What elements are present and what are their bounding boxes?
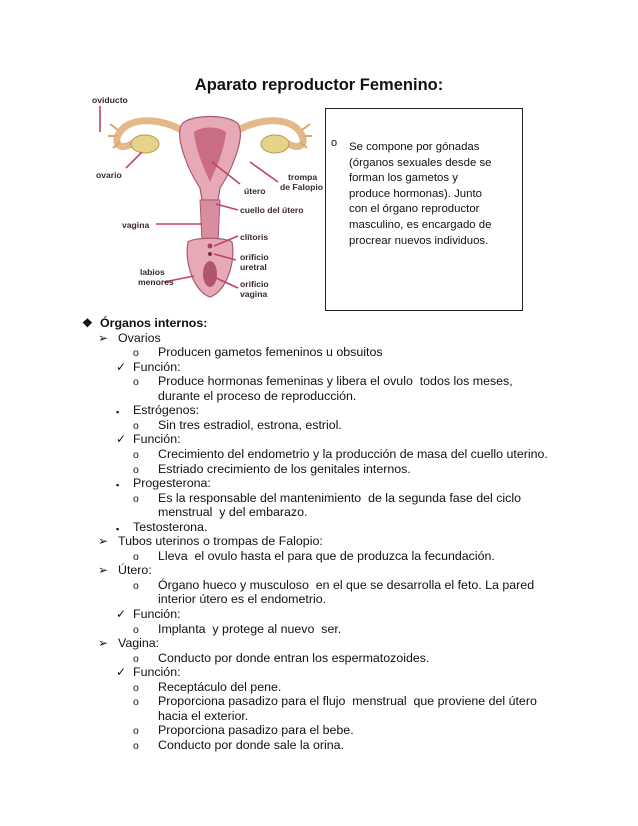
check-bullet-icon: ✓ — [116, 359, 127, 374]
outline-item-text: interior útero es el endometrio. — [158, 592, 327, 607]
circle-bullet-icon: o — [133, 448, 139, 461]
definition-text — [349, 140, 519, 249]
reproductive-system-illustration — [90, 92, 330, 307]
outline-item — [0, 331, 638, 346]
anatomy-drawing — [90, 92, 330, 307]
outline-item-text: Ovarios — [118, 330, 161, 345]
square-bullet-icon: ▪ — [116, 523, 120, 534]
vaginal-opening — [203, 261, 217, 287]
outline-item-text: Es la responsable del mantenimiento de la segunda fase del ciclo — [158, 490, 521, 505]
definition-line: forman los gametos y — [349, 172, 458, 185]
bullet-circle: o — [331, 137, 338, 149]
outline-item-text: Testosterona. — [133, 519, 208, 534]
label-labios-2: menores — [138, 277, 174, 287]
outline-item — [0, 723, 638, 738]
outline-item-text: Estrógenos: — [133, 403, 200, 418]
definition-line: masculino, es encargado de — [349, 218, 492, 231]
outline-item-text: Implanta y protege al nuevo ser. — [158, 621, 342, 636]
label-labios-1: labios — [140, 267, 165, 277]
urethral-opening — [208, 252, 212, 256]
circle-bullet-icon: o — [133, 550, 139, 563]
outline-item-text: Produce hormonas femeninas y libera el ovulo todos los meses, — [158, 374, 513, 389]
square-bullet-icon: ▪ — [116, 480, 120, 491]
outline-item-text: menstrual y del embarazo. — [158, 505, 308, 520]
circle-bullet-icon: o — [133, 681, 139, 694]
definition-box — [325, 108, 523, 311]
circle-bullet-icon: o — [133, 696, 139, 709]
outline-item — [0, 462, 638, 477]
ovary-left — [131, 135, 159, 153]
outline-item-text: Órgano hueco y musculoso en el que se desarrolla el feto. La pared — [158, 577, 535, 592]
circle-bullet-icon: o — [133, 652, 139, 665]
circle-bullet-icon: o — [133, 492, 139, 505]
outline-item — [0, 374, 638, 403]
label-cuello-utero: cuello del útero — [240, 205, 304, 215]
label-orificio-vagina-2: vagina — [240, 289, 268, 299]
circle-bullet-icon: o — [133, 725, 139, 738]
outline-item — [0, 636, 638, 651]
circle-bullet-icon: o — [133, 623, 139, 636]
outline-item — [0, 549, 638, 564]
check-bullet-icon: ✓ — [116, 665, 127, 680]
outline-item-text: Función: — [133, 359, 181, 374]
circle-bullet-icon: o — [133, 463, 139, 476]
outline-item-text: Estriado crecimiento de los genitales internos. — [158, 461, 411, 476]
clitoris — [208, 244, 213, 249]
outline-item — [0, 738, 638, 753]
label-oviducto: oviducto — [92, 95, 128, 105]
outline-item-text: Conducto por donde sale la orina. — [158, 737, 344, 752]
outline-item-text: hacia el exterior. — [158, 708, 249, 723]
label-orificio-vagina-1: orificio — [240, 279, 269, 289]
label-utero: útero — [244, 186, 266, 196]
definition-line: produce hormonas). Junto — [349, 187, 482, 200]
label-orificio-uretral-2: uretral — [240, 262, 267, 272]
outline-item — [0, 694, 638, 723]
outline-item — [0, 520, 638, 535]
label-trompa-1: trompa — [288, 172, 318, 182]
arrow-bullet-icon: ➢ — [98, 534, 109, 549]
label-orificio-uretral-1: orificio — [240, 252, 269, 262]
circle-bullet-icon: o — [133, 347, 139, 360]
outline-item — [0, 432, 638, 447]
outline-item — [0, 476, 638, 491]
outline-item — [0, 578, 638, 607]
outline-item-text: Conducto por donde entran los espermatozoides. — [158, 650, 430, 665]
outline-item — [0, 534, 638, 549]
outline-item — [0, 563, 638, 578]
definition-line: procrear nuevos individuos. — [349, 234, 489, 247]
arrow-bullet-icon: ➢ — [98, 636, 109, 651]
outline-item-text: Receptáculo del pene. — [158, 679, 282, 694]
outline-item — [0, 622, 638, 637]
outline-item — [0, 447, 638, 462]
outline-item-text: Útero: — [118, 563, 152, 578]
label-clitoris: clítoris — [240, 232, 269, 242]
outline-item-text: Tubos uterinos o trompas de Falopio: — [118, 534, 323, 549]
label-trompa-2: de Falopio — [280, 182, 323, 192]
check-bullet-icon: ✓ — [116, 432, 127, 447]
outline-item — [0, 360, 638, 375]
outline-item-text: Progesterona: — [133, 476, 211, 491]
arrow-bullet-icon: ➢ — [98, 330, 109, 345]
label-vagina: vagina — [122, 220, 150, 230]
outline-item-text: Proporciona pasadizo para el bebe. — [158, 723, 354, 738]
outline-item-text: Función: — [133, 665, 181, 680]
outline-item — [0, 316, 638, 331]
outline-item-text: Producen gametos femeninos u obsuitos — [158, 345, 383, 360]
outline-item — [0, 607, 638, 622]
arrow-bullet-icon: ➢ — [98, 563, 109, 578]
outline-item-text: durante el proceso de reproducción. — [158, 388, 357, 403]
circle-bullet-icon: o — [133, 579, 139, 592]
outline-item-text: Vagina: — [118, 636, 160, 651]
circle-bullet-icon: o — [133, 419, 139, 432]
outline-item-text: Órganos internos: — [100, 316, 208, 330]
outline-item-text: Proporciona pasadizo para el flujo menstrual que proviene del útero — [158, 694, 537, 709]
outline-item — [0, 491, 638, 520]
circle-bullet-icon: o — [133, 376, 139, 389]
outline-item-text: Función: — [133, 432, 181, 447]
outline-item-text: Lleva el ovulo hasta el para que de produzca la fecundación. — [158, 548, 495, 563]
outline-item — [0, 418, 638, 433]
outline-item-text: Crecimiento del endometrio y la producción de masa del cuello uterino. — [158, 446, 548, 461]
outline-item — [0, 345, 638, 360]
outline-item-text: Función: — [133, 607, 181, 621]
outline-item — [0, 680, 638, 695]
page-title: Aparato reproductor Femenino: — [194, 76, 444, 94]
diamond-bullet-icon: ❖ — [82, 316, 93, 330]
outline-item-text: Sin tres estradiol, estrona, estriol. — [158, 417, 342, 432]
outline-item — [0, 665, 638, 680]
circle-bullet-icon: o — [133, 739, 139, 752]
outline-item — [0, 403, 638, 418]
definition-line: con el órgano reproductor — [349, 203, 480, 216]
definition-line: Se compone por gónadas — [349, 141, 480, 153]
ovary-right — [261, 135, 289, 153]
definition-line: (órganos sexuales desde se — [349, 156, 492, 169]
check-bullet-icon: ✓ — [116, 607, 127, 621]
outline-item — [0, 651, 638, 666]
square-bullet-icon: ▪ — [116, 407, 120, 418]
label-ovario: ovario — [96, 170, 122, 180]
